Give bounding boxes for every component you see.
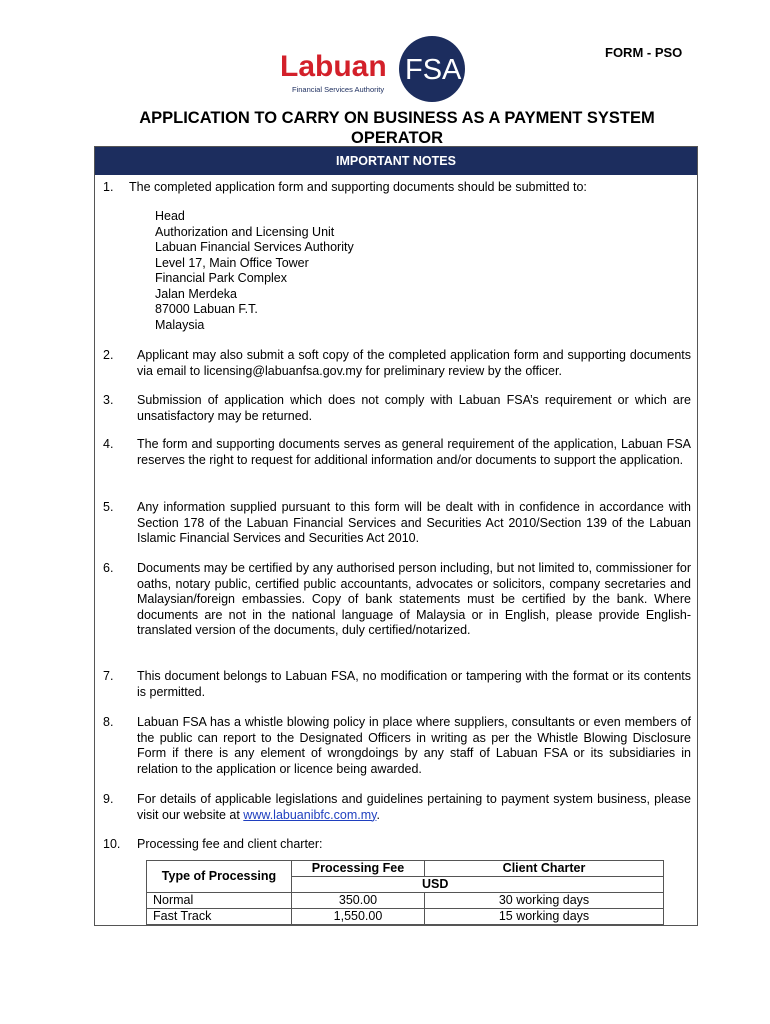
note-text: Processing fee and client charter: xyxy=(137,837,323,851)
note-number: 4. xyxy=(103,437,114,451)
logo-tagline: Financial Services Authority xyxy=(292,85,385,94)
address-line: Jalan Merdeka xyxy=(155,286,237,301)
note-number: 7. xyxy=(103,669,114,683)
note-number: 9. xyxy=(103,792,114,806)
address-line: Authorization and Licensing Unit xyxy=(155,224,335,239)
note-number: 3. xyxy=(103,393,114,407)
processing-type: Normal xyxy=(147,893,292,909)
notes-header: IMPORTANT NOTES xyxy=(95,147,697,175)
table-header: Client Charter xyxy=(425,861,664,877)
table-header: Type of Processing xyxy=(147,861,292,893)
important-notes-panel xyxy=(94,146,698,926)
logo-brand-right: FSA xyxy=(405,54,462,86)
address-line: Malaysia xyxy=(155,317,205,332)
address-line: Labuan Financial Services Authority xyxy=(155,240,354,254)
form-code: FORM - PSO xyxy=(605,45,683,60)
website-link[interactable]: www.labuanibfc.com.my xyxy=(243,807,377,822)
note-number: 2. xyxy=(103,348,114,362)
note-text: Applicant may also submit a soft copy of the completed application form and supporting documents via email to licensing@labuanfsa.gov.my for preliminary review by the officer. xyxy=(137,348,691,378)
client-charter: 15 working days xyxy=(425,909,664,925)
note-number: 8. xyxy=(103,715,114,729)
note-text: For details of applicable legislations and guidelines pertaining to payment system business, please visit our website at www.labuanibfc.com.my. xyxy=(137,792,691,822)
table-row xyxy=(147,893,664,909)
logo-brand-left: Labuan xyxy=(280,50,387,83)
note-number: 6. xyxy=(103,561,114,575)
client-charter: 30 working days xyxy=(425,893,664,909)
processing-type: Fast Track xyxy=(147,909,292,925)
labuan-fsa-logo xyxy=(280,36,470,102)
note-text: This document belongs to Labuan FSA, no modification or tampering with the format or its contents is permitted. xyxy=(137,669,691,699)
table-row xyxy=(147,909,664,925)
note-number: 1. xyxy=(103,180,114,194)
processing-fee: 1,550.00 xyxy=(292,909,425,925)
address-line: Level 17, Main Office Tower xyxy=(155,255,309,270)
address-line: Financial Park Complex xyxy=(155,271,287,285)
note-text: Documents may be certified by any authorised person including, but not limited to, commissioner for oaths, notary public, certified public accountants, advocates or solicitors, company secretaries and Malaysian/foreign embassies. Copy of bank statements must be certified by the bank. Where documents are not in the national language of Malaysia or in English, please provide English-translated version of the documents, duly certified/notarized. xyxy=(137,561,691,637)
note-text: Submission of application which does not comply with Labuan FSA’s requirement or which are unsatisfactory may be returned. xyxy=(137,393,691,423)
address-line: 87000 Labuan F.T. xyxy=(155,302,258,316)
note-text: Labuan FSA has a whistle blowing policy in place where suppliers, consultants or even members of the public can report to the Designated Officers in writing as per the Whistle Blowing Disclosure Form if there is any element of wrongdoings by any staff of Labuan FSA or its subsidiaries in relation to the application or licence being awarded. xyxy=(137,715,691,776)
table-header: Processing Fee xyxy=(292,861,425,877)
processing-fee: 350.00 xyxy=(292,893,425,909)
currency-label: USD xyxy=(292,877,664,893)
note-text: Any information supplied pursuant to this form will be dealt with in confidence in accordance with Section 178 of the Labuan Financial Services and Securities Act 2010/Section 139 of the Labuan Islamic Financial Services and Securities Act 2010. xyxy=(137,500,691,545)
address-line: Head xyxy=(155,209,185,223)
processing-fee-table xyxy=(146,860,664,925)
page-title: APPLICATION TO CARRY ON BUSINESS AS A PAYMENT SYSTEM OPERATOR xyxy=(139,109,655,147)
note-number: 5. xyxy=(103,500,114,514)
note-number: 10. xyxy=(103,837,121,851)
note-text: The form and supporting documents serves as general requirement of the application, Labuan FSA reserves the right to request for additional information and/or documents to support the application. xyxy=(137,437,691,467)
note-text: The completed application form and supporting documents should be submitted to: xyxy=(129,180,587,194)
submission-address xyxy=(155,209,354,333)
